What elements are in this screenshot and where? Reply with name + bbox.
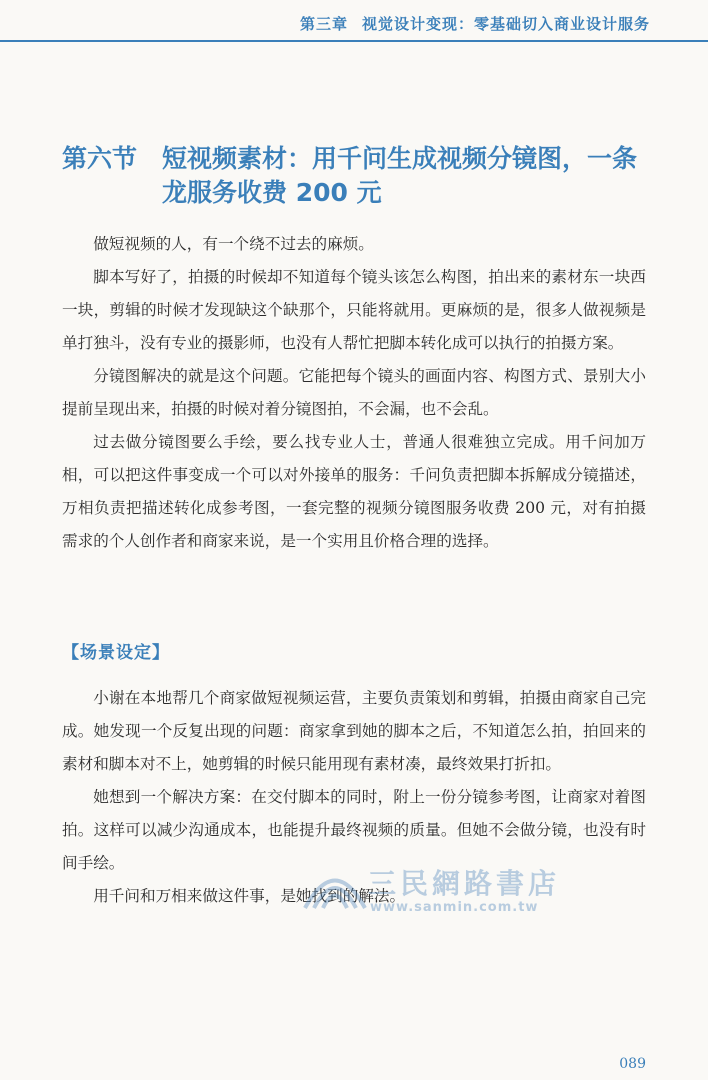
page-number: 089 — [619, 1056, 646, 1072]
paragraph: 她想到一个解决方案：在交付脚本的同时，附上一份分镜参考图，让商家对着图拍。这样可以减少沟通成本，也能提升最终视频的质量。但她不会做分镜，也没有时间手绘。 — [62, 788, 646, 872]
paragraph: 用千问和万相来做这件事，是她找到的解法。 — [93, 887, 406, 905]
scene-setting-label: 【场景设定】 — [62, 643, 170, 663]
paragraph: 做短视频的人，有一个绕不过去的麻烦。 — [93, 235, 374, 253]
scene-text-block — [62, 682, 646, 913]
header-divider — [0, 40, 708, 42]
running-header-text — [300, 13, 650, 34]
watermark-name: 三民網路書店 — [368, 867, 561, 900]
paragraph: 小谢在本地帮几个商家做短视频运营，主要负责策划和剪辑，拍摄由商家自己完成。她发现一个反复出现的问题：商家拿到她的脚本之后，不知道怎么拍，拍回来的素材和脚本对不上，她剪辑的时候只能用现有素材凑，最终效果打折扣。 — [62, 689, 646, 773]
paragraph: 过去做分镜图要么手绘，要么找专业人士，普通人很难独立完成。用千问加万相，可以把这件事变成一个可以对外接单的服务：千问负责把脚本拆解成分镜描述，万相负责把描述转化成参考图，一套完整的视频分镜图服务收费 200 元，对有拍摄需求的个人创作者和商家来说，是一个实用且价格合理的选择。 — [62, 433, 646, 550]
watermark-url: www.sanmin.com.tw — [370, 900, 539, 915]
chapter-title: 视觉设计变现：零基础切入商业设计服务 — [361, 15, 650, 33]
chapter-label: 第三章 — [299, 15, 348, 33]
intro-text-block — [62, 228, 646, 558]
running-header — [0, 0, 708, 44]
paragraph: 脚本写好了，拍摄的时候却不知道每个镜头该怎么构图，拍出来的素材东一块西一块，剪辑的时候才发现缺这个缺那个，只能将就用。更麻烦的是，很多人做视频是单打独斗，没有专业的摄影师，也没有人帮忙把脚本转化成可以执行的拍摄方案。 — [62, 268, 646, 352]
section-title: 短视频素材：用千问生成视频分镜图，一条龙服务收费 200 元 — [162, 144, 638, 207]
section-number: 第六节 — [62, 144, 138, 173]
paragraph: 分镜图解决的就是这个问题。它能把每个镜头的画面内容、构图方式、景别大小提前呈现出来，拍摄的时候对着分镜图拍，不会漏，也不会乱。 — [62, 367, 646, 418]
